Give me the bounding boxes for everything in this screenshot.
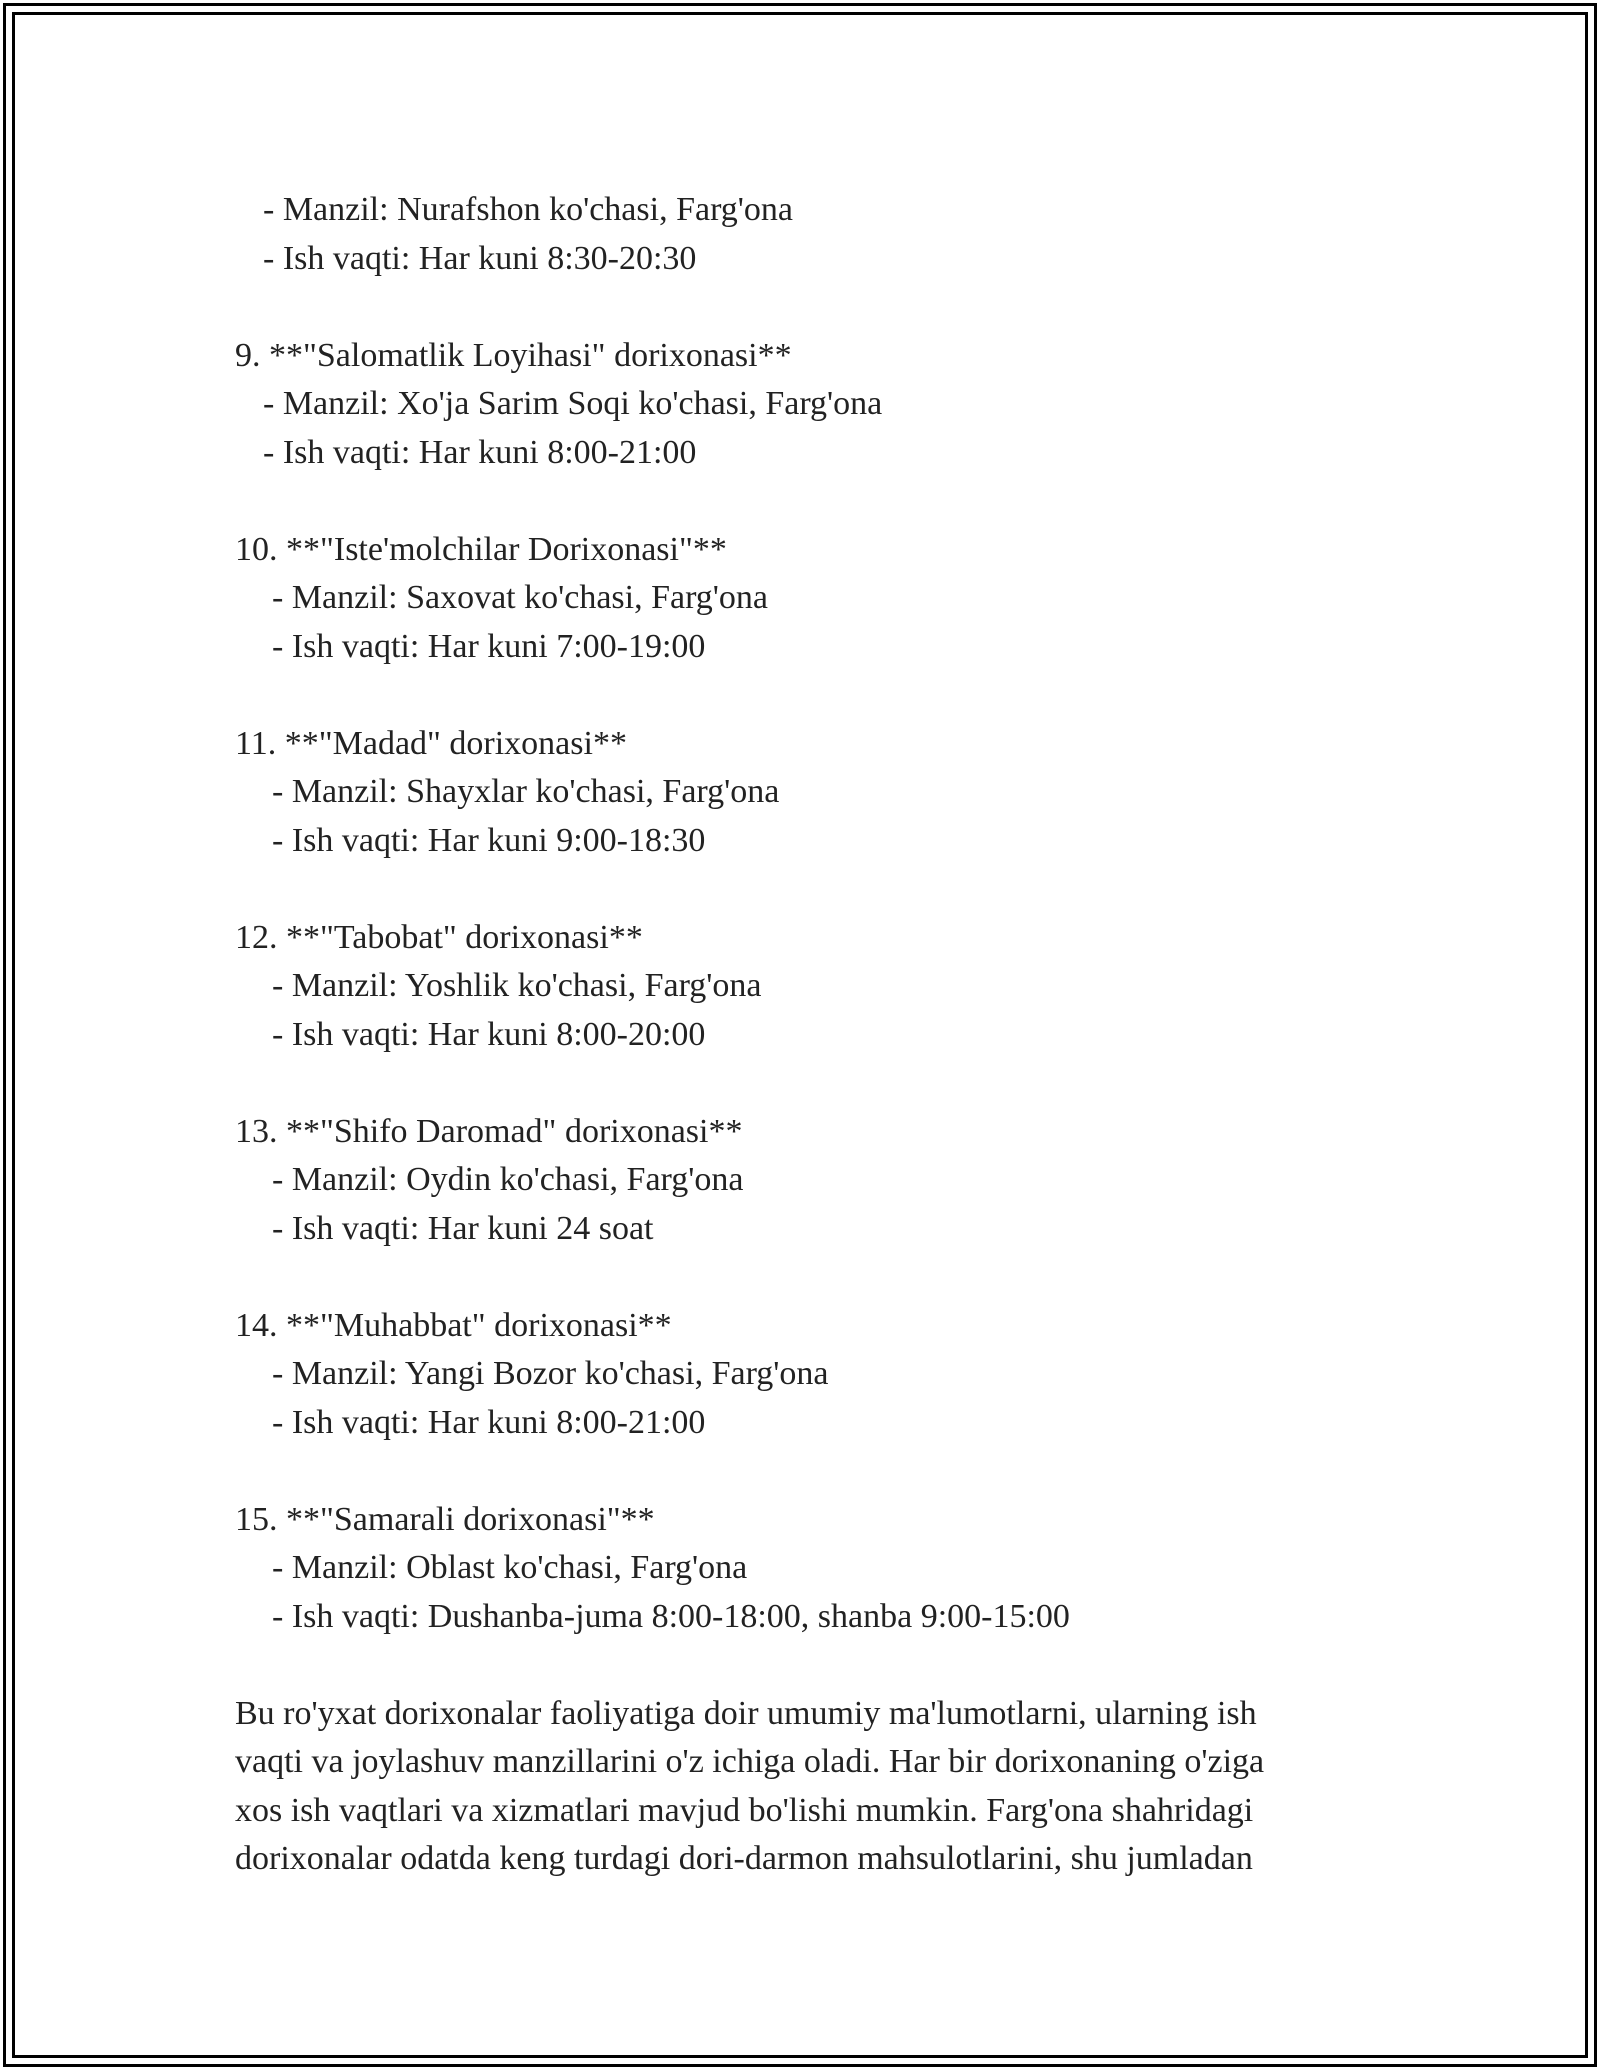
list-item	[235, 526, 1385, 672]
paragraph-line: xos ish vaqtlari va xizmatlari mavjud bo'lishi mumkin. Farg'ona shahridagi	[235, 1791, 1254, 1829]
pharmacy-heading: 10. **"Iste'molchilar Dorixonasi"**	[235, 530, 727, 568]
paragraph-line: dorixonalar odatda keng turdagi dori-darmon mahsulotlarini, shu jumladan	[235, 1840, 1253, 1877]
spacer	[235, 1641, 1385, 1690]
closing-paragraph	[235, 1690, 1385, 1884]
pharmacy-address: - Manzil: Oydin ko'chasi, Farg'ona	[272, 1161, 744, 1198]
pharmacy-heading: 12. **"Tabobat" dorixonasi**	[235, 918, 643, 956]
list-item	[235, 914, 1385, 1060]
prev-item-hours: - Ish vaqti: Har kuni 8:30-20:30	[263, 239, 697, 277]
pharmacy-hours: - Ish vaqti: Har kuni 9:00-18:30	[272, 821, 706, 859]
prev-item-address: - Manzil: Nurafshon ko'chasi, Farg'ona	[263, 191, 794, 228]
pharmacy-hours: - Ish vaqti: Har kuni 8:00-20:00	[272, 1015, 706, 1053]
spacer	[235, 1253, 1385, 1302]
spacer	[235, 477, 1385, 526]
pharmacy-address: - Manzil: Yoshlik ko'chasi, Farg'ona	[272, 967, 762, 1004]
pharmacy-heading: 13. **"Shifo Daromad" dorixonasi**	[235, 1112, 743, 1150]
spacer	[235, 1447, 1385, 1496]
pharmacy-address: - Manzil: Yangi Bozor ko'chasi, Farg'ona	[272, 1355, 829, 1392]
paragraph-line: Bu ro'yxat dorixonalar faoliyatiga doir umumiy ma'lumotlarni, ularning ish	[235, 1694, 1257, 1732]
pharmacy-heading: 14. **"Muhabbat" dorixonasi**	[235, 1306, 672, 1344]
pharmacy-hours: - Ish vaqti: Har kuni 24 soat	[272, 1209, 654, 1247]
pharmacy-hours: - Ish vaqti: Har kuni 8:00-21:00	[263, 433, 697, 471]
list-item	[235, 720, 1385, 866]
pharmacy-hours: - Ish vaqti: Har kuni 8:00-21:00	[272, 1403, 706, 1441]
pharmacy-address: - Manzil: Xo'ja Sarim Soqi ko'chasi, Farg'ona	[263, 385, 883, 422]
pharmacy-address: - Manzil: Oblast ko'chasi, Farg'ona	[272, 1549, 748, 1586]
list-item	[235, 1302, 1385, 1448]
pharmacy-address: - Manzil: Saxovat ko'chasi, Farg'ona	[272, 579, 769, 616]
pharmacy-heading: 15. **"Samarali dorixonasi"**	[235, 1500, 655, 1538]
pharmacy-heading: 11. **"Madad" dorixonasi**	[235, 724, 627, 762]
list-item	[235, 1496, 1385, 1642]
pharmacy-address: - Manzil: Shayxlar ko'chasi, Farg'ona	[272, 773, 780, 810]
spacer	[235, 283, 1385, 332]
spacer	[235, 1059, 1385, 1108]
document-body	[235, 186, 1385, 1884]
list-item	[235, 332, 1385, 478]
pharmacy-hours: - Ish vaqti: Har kuni 7:00-19:00	[272, 627, 706, 665]
spacer	[235, 865, 1385, 914]
spacer	[235, 671, 1385, 720]
pharmacy-heading: 9. **"Salomatlik Loyihasi" dorixonasi**	[235, 336, 792, 374]
pharmacy-hours: - Ish vaqti: Dushanba-juma 8:00-18:00, shanba 9:00-15:00	[272, 1597, 1070, 1635]
paragraph-line: vaqti va joylashuv manzillarini o'z ichiga oladi. Har bir dorixonaning o'ziga	[235, 1743, 1265, 1780]
list-item	[235, 1108, 1385, 1254]
